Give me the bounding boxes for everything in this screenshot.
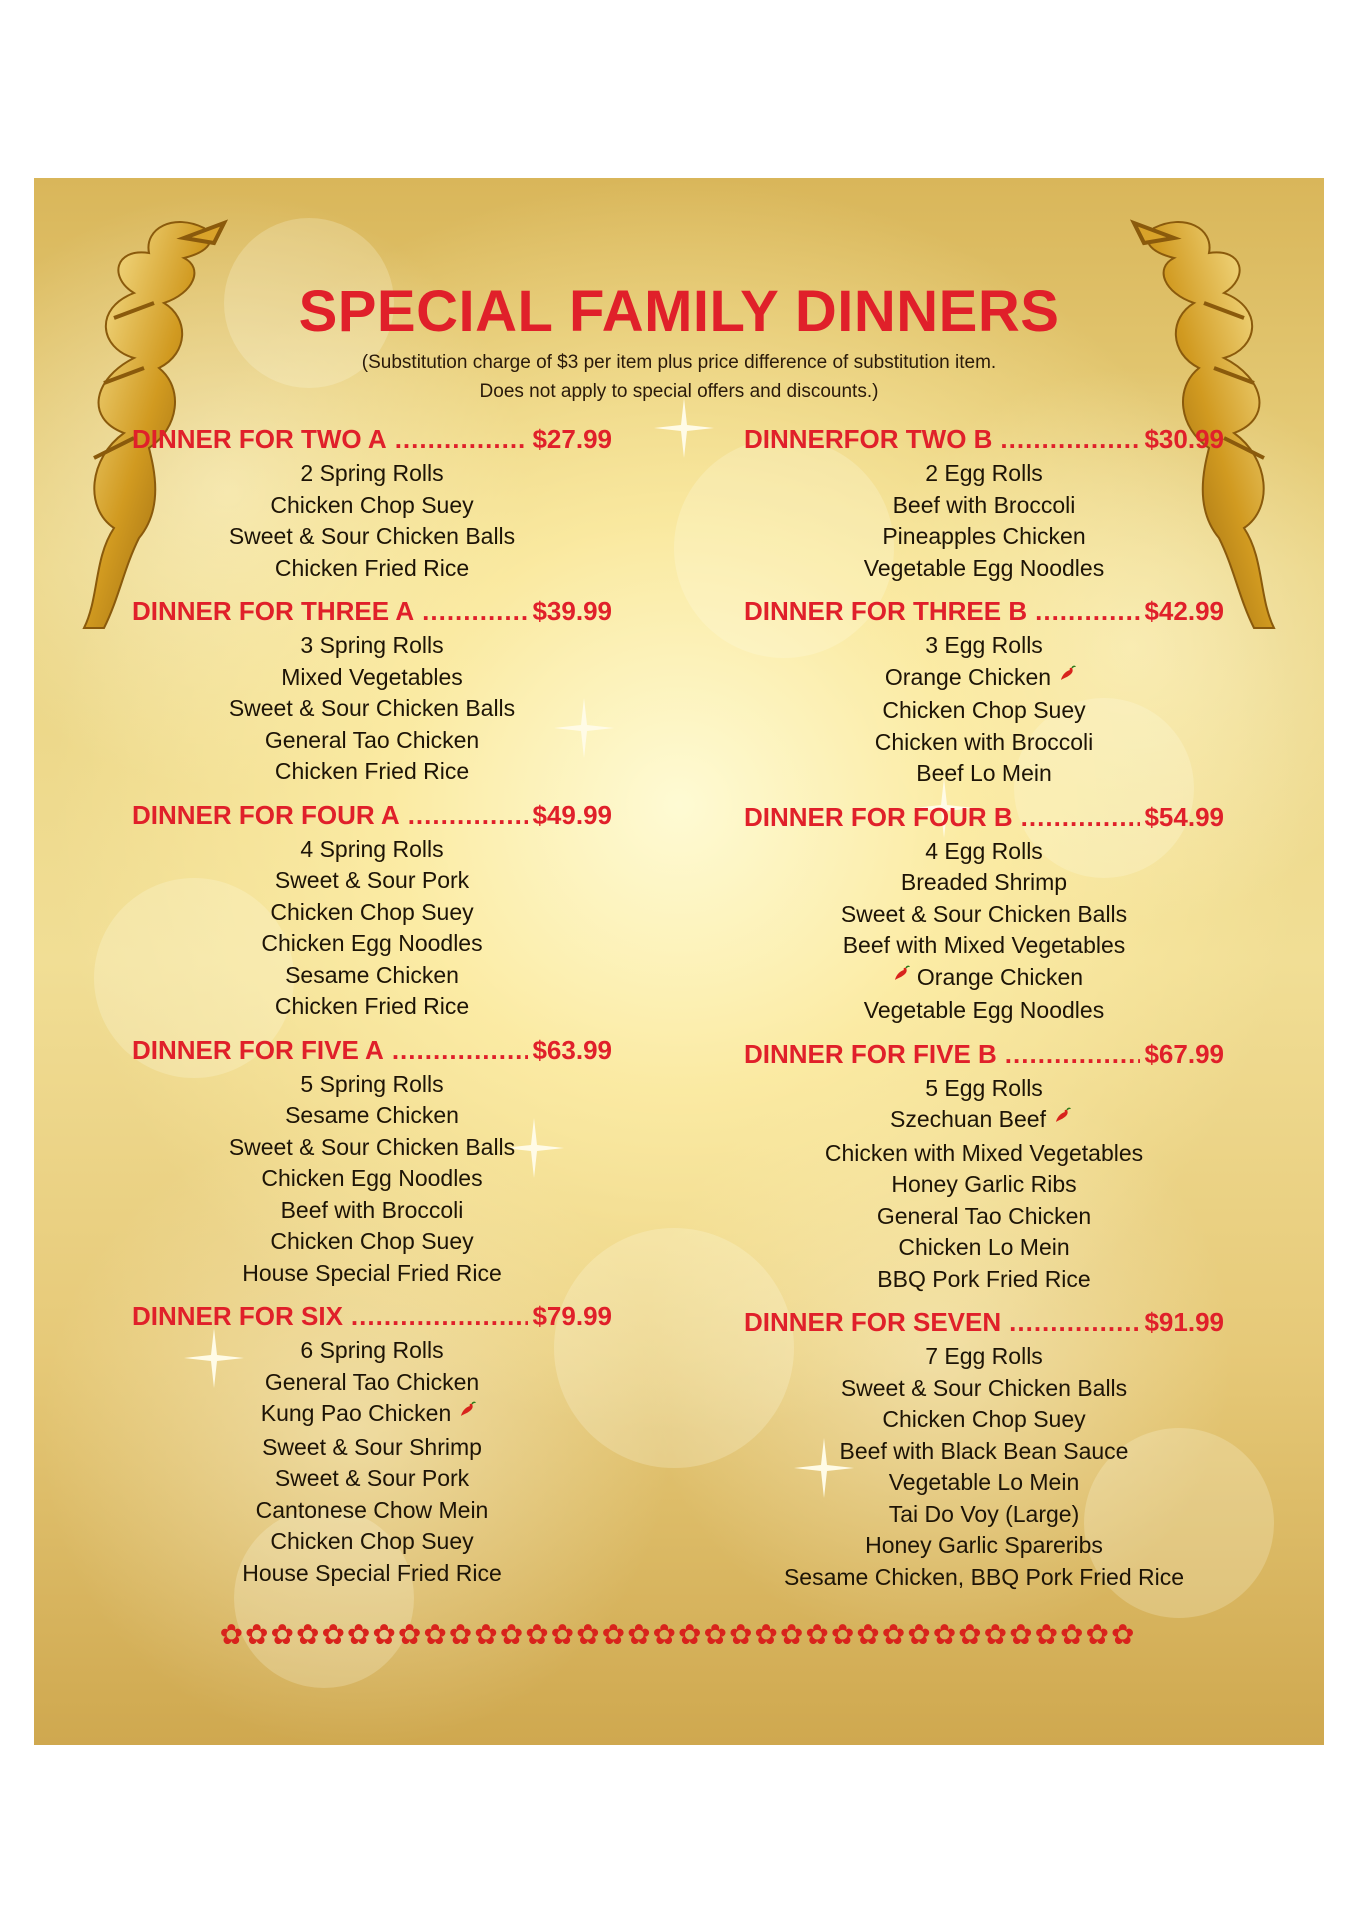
menu-item bbox=[132, 897, 612, 929]
flower-icon: ✿ bbox=[576, 1619, 602, 1650]
menu-panel bbox=[34, 178, 1324, 1745]
menu-item-label: Chicken Chop Suey bbox=[882, 697, 1086, 723]
dinner-heading bbox=[744, 1307, 1224, 1341]
flower-icon: ✿ bbox=[525, 1619, 551, 1650]
flower-icon: ✿ bbox=[270, 1619, 296, 1650]
flower-icon: ✿ bbox=[958, 1619, 984, 1650]
menu-item-label: 4 Spring Rolls bbox=[300, 835, 444, 862]
menu-item-label: Chicken Fried Rice bbox=[274, 993, 470, 1019]
dinner-name: DINNER FOR FOUR A bbox=[132, 799, 400, 830]
menu-item-label: Sweet & Sour Chicken Balls bbox=[228, 523, 516, 549]
menu-item-label: Orange Chicken bbox=[916, 963, 1084, 990]
dinner-heading bbox=[744, 424, 1224, 458]
menu-item-label: 5 Egg Rolls bbox=[925, 1074, 1043, 1101]
menu-item-label: Chicken Lo Mein bbox=[898, 1234, 1070, 1260]
flower-icon: ✿ bbox=[932, 1619, 959, 1650]
menu-item bbox=[132, 1195, 612, 1227]
menu-item-label: 6 Spring Rolls bbox=[300, 1337, 444, 1363]
flower-icon: ✿ bbox=[1085, 1619, 1111, 1650]
flower-icon: ✿ bbox=[1009, 1619, 1035, 1650]
dinner-price: $42.99 bbox=[1144, 596, 1224, 626]
menu-item-label: Beef Lo Mein bbox=[916, 760, 1052, 786]
menu-item bbox=[132, 1069, 612, 1101]
menu-item-label: Pineapples Chicken bbox=[882, 523, 1086, 549]
menu-item-label: 3 Egg Rolls bbox=[925, 632, 1043, 658]
dinner-block bbox=[744, 596, 1224, 790]
menu-item bbox=[132, 662, 612, 694]
menu-item-label: Sweet & Sour Pork bbox=[274, 867, 470, 893]
dinner-block bbox=[132, 1301, 612, 1589]
menu-item-label: Szechuan Beef bbox=[889, 1106, 1046, 1132]
flower-icon: ✿ bbox=[830, 1619, 857, 1650]
dinner-heading bbox=[132, 596, 612, 630]
flower-icon: ✿ bbox=[983, 1619, 1010, 1650]
menu-item bbox=[744, 930, 1224, 962]
menu-item-label: General Tao Chicken bbox=[876, 1202, 1092, 1229]
menu-item-label: Cantonese Chow Mein bbox=[255, 1496, 489, 1523]
menu-item bbox=[744, 867, 1224, 899]
menu-item bbox=[744, 490, 1224, 522]
dinner-name: DINNER FOR SEVEN bbox=[744, 1307, 1002, 1337]
menu-item bbox=[132, 1226, 612, 1258]
menu-item bbox=[744, 458, 1224, 490]
dinner-name: DINNER FOR FIVE B bbox=[744, 1038, 997, 1069]
dinner-heading bbox=[132, 800, 612, 834]
dinner-block bbox=[744, 424, 1224, 584]
menu-item bbox=[132, 1526, 612, 1558]
dot-leader bbox=[395, 424, 529, 455]
flower-icon: ✿ bbox=[321, 1619, 347, 1650]
flower-icon: ✿ bbox=[728, 1619, 755, 1650]
dinner-price: $30.99 bbox=[1144, 424, 1224, 454]
menu-item bbox=[132, 960, 612, 992]
menu-item bbox=[744, 727, 1224, 759]
dinner-heading bbox=[744, 1039, 1224, 1073]
menu-item bbox=[744, 1073, 1224, 1105]
dinner-block bbox=[132, 800, 612, 1023]
menu-item-label: Sweet & Sour Chicken Balls bbox=[840, 900, 1128, 927]
menu-item bbox=[744, 995, 1224, 1027]
menu-item bbox=[744, 1436, 1224, 1468]
menu-item-label: Breaded Shrimp bbox=[900, 869, 1068, 895]
menu-item bbox=[132, 1432, 612, 1464]
menu-item-label: 5 Spring Rolls bbox=[300, 1070, 444, 1097]
dinner-price: $49.99 bbox=[532, 799, 612, 830]
dot-leader bbox=[1021, 802, 1141, 833]
menu-item-label: Beef with Mixed Vegetables bbox=[842, 932, 1126, 958]
dinner-heading bbox=[744, 802, 1224, 836]
menu-item bbox=[132, 1335, 612, 1367]
menu-item-label: Sesame Chicken bbox=[285, 1102, 459, 1128]
flower-icon: ✿ bbox=[805, 1619, 831, 1650]
menu-item bbox=[132, 1100, 612, 1132]
dinner-price: $27.99 bbox=[532, 424, 612, 454]
menu-item-label: Honey Garlic Spareribs bbox=[865, 1532, 1103, 1558]
menu-item-label: Chicken with Broccoli bbox=[874, 728, 1094, 755]
menu-item bbox=[744, 1201, 1224, 1233]
menu-item-label: Chicken Chop Suey bbox=[270, 898, 474, 925]
menu-item-label: Beef with Broccoli bbox=[892, 491, 1076, 518]
menu-item bbox=[744, 758, 1224, 790]
substitution-note-line: (Substitution charge of $3 per item plus price difference of substitution item. bbox=[361, 352, 997, 373]
sparkle-icon bbox=[654, 398, 714, 458]
menu-item-label: 7 Egg Rolls bbox=[925, 1343, 1043, 1369]
menu-item-label: Chicken with Mixed Vegetables bbox=[824, 1139, 1144, 1166]
menu-item bbox=[744, 662, 1224, 696]
menu-item-label: Sweet & Sour Chicken Balls bbox=[840, 1374, 1128, 1401]
menu-item bbox=[744, 1499, 1224, 1531]
menu-item bbox=[132, 1495, 612, 1527]
menu-item-label: Vegetable Egg Noodles bbox=[863, 554, 1105, 581]
flower-icon: ✿ bbox=[295, 1619, 322, 1650]
menu-item bbox=[132, 928, 612, 960]
menu-item bbox=[132, 1163, 612, 1195]
menu-item-label: General Tao Chicken bbox=[264, 1368, 480, 1395]
menu-item bbox=[132, 553, 612, 585]
menu-item bbox=[132, 521, 612, 553]
menu-item bbox=[744, 1169, 1224, 1201]
menu-item bbox=[744, 521, 1224, 553]
menu-item-label: Chicken Chop Suey bbox=[882, 1406, 1086, 1432]
dinner-block bbox=[132, 1035, 612, 1290]
menu-item bbox=[744, 1104, 1224, 1138]
flower-icon: ✿ bbox=[627, 1619, 653, 1650]
menu-item-label: Chicken Chop Suey bbox=[270, 1528, 474, 1554]
menu-item-label: Vegetable Egg Noodles bbox=[863, 997, 1105, 1023]
menu-item-label: Sweet & Sour Chicken Balls bbox=[228, 695, 516, 721]
menu-item bbox=[744, 1373, 1224, 1405]
chili-pepper-icon bbox=[891, 968, 911, 990]
flower-icon: ✿ bbox=[1034, 1619, 1061, 1650]
menu-item bbox=[744, 695, 1224, 727]
menu-item-label: Chicken Chop Suey bbox=[270, 491, 474, 518]
menu-item-label: Kung Pao Chicken bbox=[260, 1400, 452, 1426]
menu-item-label: BBQ Pork Fried Rice bbox=[877, 1265, 1091, 1292]
flower-icon: ✿ bbox=[397, 1619, 424, 1650]
menu-item bbox=[132, 458, 612, 490]
flower-icon: ✿ bbox=[1110, 1619, 1137, 1650]
flower-icon: ✿ bbox=[474, 1619, 500, 1650]
menu-item bbox=[744, 1341, 1224, 1373]
menu-item bbox=[744, 553, 1224, 585]
menu-item-label: Chicken Fried Rice bbox=[274, 758, 470, 784]
dot-leader bbox=[1000, 424, 1140, 455]
menu-item bbox=[132, 865, 612, 897]
menu-item bbox=[132, 756, 612, 788]
substitution-note-line: Does not apply to special offers and discounts.) bbox=[479, 381, 879, 402]
flower-icon: ✿ bbox=[448, 1619, 475, 1650]
flower-icon: ✿ bbox=[754, 1619, 780, 1650]
dinner-price: $91.99 bbox=[1144, 1307, 1224, 1337]
menu-item-label: Mixed Vegetables bbox=[281, 663, 463, 690]
menu-item bbox=[132, 1463, 612, 1495]
menu-item bbox=[744, 899, 1224, 931]
flower-icon: ✿ bbox=[703, 1619, 729, 1650]
flower-icon: ✿ bbox=[881, 1619, 908, 1650]
menu-item-label: 2 Egg Rolls bbox=[925, 460, 1043, 486]
dinner-name: DINNER FOR THREE B bbox=[744, 596, 1028, 626]
menu-item-label: Sweet & Sour Chicken Balls bbox=[228, 1133, 516, 1160]
menu-item-label: Sweet & Sour Pork bbox=[274, 1465, 470, 1491]
menu-item-label: Sweet & Sour Shrimp bbox=[262, 1433, 482, 1460]
menu-item bbox=[132, 1258, 612, 1290]
menu-item-label: Beef with Black Bean Sauce bbox=[839, 1437, 1129, 1464]
flower-icon: ✿ bbox=[550, 1619, 577, 1650]
substitution-note bbox=[34, 348, 1324, 406]
menu-item-label: House Special Fried Rice bbox=[242, 1259, 502, 1286]
dot-leader bbox=[351, 1301, 529, 1332]
dinner-block bbox=[744, 802, 1224, 1027]
menu-item bbox=[132, 1398, 612, 1432]
menu-item bbox=[744, 1404, 1224, 1436]
menu-item-label: Orange Chicken bbox=[884, 663, 1052, 690]
dinner-block bbox=[132, 424, 612, 584]
chili-pepper-icon bbox=[457, 1404, 477, 1426]
menu-item bbox=[744, 1467, 1224, 1499]
dinner-price: $39.99 bbox=[532, 596, 612, 626]
menu-item-label: Tai Do Voy (Large) bbox=[888, 1500, 1080, 1527]
menu-item-label: General Tao Chicken bbox=[264, 726, 480, 753]
chili-pepper-icon bbox=[1052, 1110, 1072, 1132]
dinner-name: DINNERFOR TWO B bbox=[744, 424, 993, 454]
flower-icon: ✿ bbox=[652, 1619, 678, 1650]
menu-item bbox=[744, 836, 1224, 868]
menu-item-label: 4 Egg Rolls bbox=[925, 837, 1043, 864]
dinner-heading bbox=[132, 1035, 612, 1069]
menu-item-label: House Special Fried Rice bbox=[242, 1559, 502, 1586]
dinner-price: $79.99 bbox=[532, 1301, 612, 1331]
chili-pepper-icon bbox=[1057, 668, 1077, 690]
dinner-block bbox=[132, 596, 612, 788]
menu-item-label: Sesame Chicken, BBQ Pork Fried Rice bbox=[783, 1563, 1185, 1590]
dot-leader bbox=[1035, 596, 1140, 627]
dinner-price: $67.99 bbox=[1144, 1038, 1224, 1069]
page-title: SPECIAL FAMILY DINNERS bbox=[298, 279, 1060, 344]
menu-item bbox=[744, 1264, 1224, 1296]
menu-item bbox=[132, 1367, 612, 1399]
menu-item bbox=[132, 630, 612, 662]
menu-item bbox=[744, 1530, 1224, 1562]
dot-leader bbox=[392, 1035, 529, 1066]
flower-icon: ✿ bbox=[245, 1619, 271, 1650]
dot-leader bbox=[408, 800, 529, 831]
right-column bbox=[744, 424, 1224, 1605]
flower-icon: ✿ bbox=[601, 1619, 628, 1650]
menu-item-label: 2 Spring Rolls bbox=[300, 460, 444, 486]
menu-item-label: Chicken Egg Noodles bbox=[261, 1165, 483, 1191]
flower-icon: ✿ bbox=[219, 1619, 246, 1650]
menu-item bbox=[744, 630, 1224, 662]
dinner-name: DINNER FOR TWO A bbox=[132, 424, 387, 454]
dinner-price: $54.99 bbox=[1144, 801, 1224, 832]
dinner-name: DINNER FOR THREE A bbox=[132, 596, 415, 626]
left-column bbox=[132, 424, 612, 1601]
menu-item bbox=[744, 962, 1224, 996]
dinner-block bbox=[744, 1307, 1224, 1593]
flower-icon: ✿ bbox=[678, 1619, 704, 1650]
menu-item-label: Sesame Chicken bbox=[285, 961, 459, 988]
flower-icon: ✿ bbox=[856, 1619, 882, 1650]
menu-item bbox=[744, 1232, 1224, 1264]
flower-icon: ✿ bbox=[907, 1619, 933, 1650]
menu-item-label: Chicken Chop Suey bbox=[270, 1228, 474, 1254]
dinner-name: DINNER FOR SIX bbox=[132, 1301, 343, 1331]
dinner-name: DINNER FOR FIVE A bbox=[132, 1034, 384, 1065]
menu-item-label: Vegetable Lo Mein bbox=[888, 1469, 1080, 1495]
flower-icon: ✿ bbox=[372, 1619, 398, 1650]
dinner-block bbox=[744, 1039, 1224, 1296]
menu-item bbox=[132, 1132, 612, 1164]
dinner-name: DINNER FOR FOUR B bbox=[744, 801, 1013, 832]
menu-item-label: Honey Garlic Ribs bbox=[891, 1171, 1077, 1197]
menu-item bbox=[132, 834, 612, 866]
menu-item bbox=[132, 1558, 612, 1590]
menu-item bbox=[132, 725, 612, 757]
flower-icon: ✿ bbox=[346, 1619, 373, 1650]
menu-item bbox=[132, 991, 612, 1023]
dinner-heading bbox=[132, 1301, 612, 1335]
menu-item-label: 3 Spring Rolls bbox=[300, 632, 444, 658]
dinner-price: $63.99 bbox=[532, 1034, 612, 1065]
menu-item bbox=[132, 693, 612, 725]
flower-icon: ✿ bbox=[779, 1619, 806, 1650]
flower-border bbox=[132, 1618, 1224, 1651]
menu-item-label: Chicken Egg Noodles bbox=[261, 930, 483, 956]
dinner-heading bbox=[744, 596, 1224, 630]
menu-item-label: Chicken Fried Rice bbox=[274, 554, 470, 581]
menu-item-label: Beef with Broccoli bbox=[280, 1196, 464, 1223]
flower-icon: ✿ bbox=[423, 1619, 449, 1650]
dinner-heading bbox=[132, 424, 612, 458]
menu-item bbox=[132, 490, 612, 522]
menu-item bbox=[744, 1138, 1224, 1170]
flower-icon: ✿ bbox=[499, 1619, 526, 1650]
flower-icon: ✿ bbox=[1060, 1619, 1086, 1650]
dot-leader bbox=[1005, 1039, 1141, 1070]
dot-leader bbox=[1009, 1307, 1140, 1338]
dot-leader bbox=[422, 596, 528, 627]
menu-item bbox=[744, 1562, 1224, 1594]
